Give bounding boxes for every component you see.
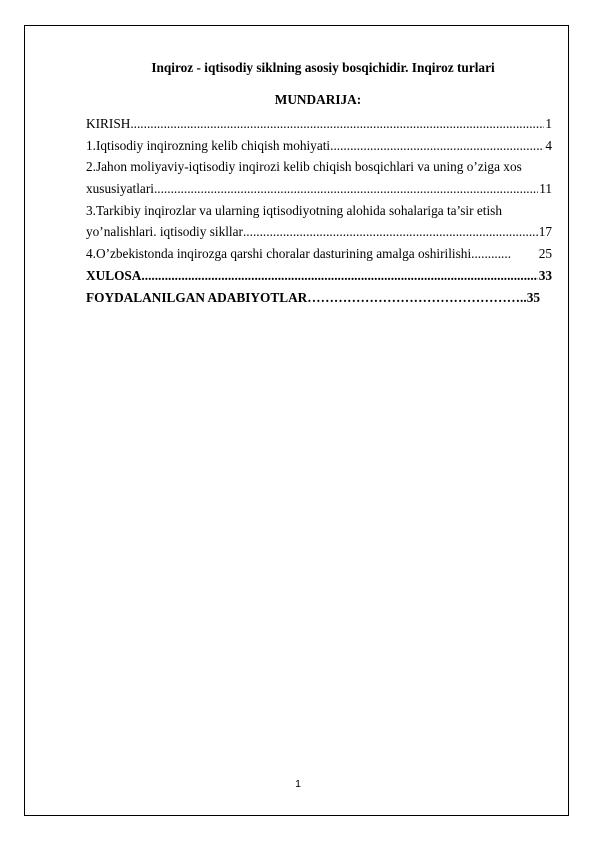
toc-entry-chapter-1[interactable] [86, 135, 552, 157]
toc-entry-page: 35 [526, 289, 540, 305]
toc-entry-chapter-2-line-1[interactable] [86, 156, 552, 178]
toc-entry-kirish[interactable] [86, 113, 552, 135]
toc-entry-page: 33 [538, 267, 552, 283]
toc-entry-page: 11 [539, 181, 552, 197]
page-number: 1 [295, 778, 301, 790]
toc-entry-text: XULOSA [86, 267, 142, 283]
toc-entry-chapter-3-line-1[interactable] [86, 200, 552, 222]
toc-leader-dots [330, 135, 544, 157]
toc-leader-dots [130, 113, 544, 135]
toc-entry-text: KIRISH [86, 116, 131, 131]
toc-entry-text: 4.O’zbekistonda inqirozga qarshi choralar dasturining amalga oshirilishi [86, 246, 472, 262]
toc-entry-adabiyotlar[interactable] [86, 287, 556, 309]
toc-entry-text: 1.Iqtisodiy inqirozning kelib chiqish mohiyati [86, 137, 331, 153]
toc-entry-page: 1 [545, 116, 552, 131]
toc-entry-page: 4 [545, 137, 552, 153]
toc-leader-dots [141, 265, 537, 287]
toc-entry-chapter-3-line-2[interactable] [86, 221, 552, 243]
toc-entry-xulosa[interactable] [86, 265, 552, 287]
toc-leader-dots [307, 287, 526, 309]
toc-entry-page: 25 [538, 246, 552, 262]
toc-heading: MUNDARIJA: [274, 92, 362, 107]
toc-entry-text: xususiyatlari [86, 181, 154, 197]
toc-entry-text: yo’nalishlari. iqtisodiy sikllar [86, 224, 243, 240]
toc-entry-page: 17 [538, 224, 552, 240]
table-of-contents [86, 113, 552, 308]
toc-leader-dots: ............ [471, 246, 512, 262]
document-title: Inqiroz - iqtisodiy siklning asosiy bosqichidir. Inqiroz turlari [151, 60, 495, 75]
toc-leader-dots [154, 178, 538, 200]
toc-entry-text: FOYDALANILGAN ADABIYOTLAR [86, 289, 308, 305]
toc-leader-dots [243, 221, 538, 243]
toc-entry-text: 3.Tarkibiy inqirozlar va ularning iqtisodiyotning alohida sohalariga ta’sir etish [86, 202, 502, 218]
toc-entry-chapter-4[interactable] [86, 243, 552, 265]
toc-entry-chapter-2-line-2[interactable] [86, 178, 552, 200]
toc-entry-text: 2.Jahon moliyaviy-iqtisodiy inqirozi kelib chiqish bosqichlari va uning o’ziga xos [86, 159, 522, 175]
